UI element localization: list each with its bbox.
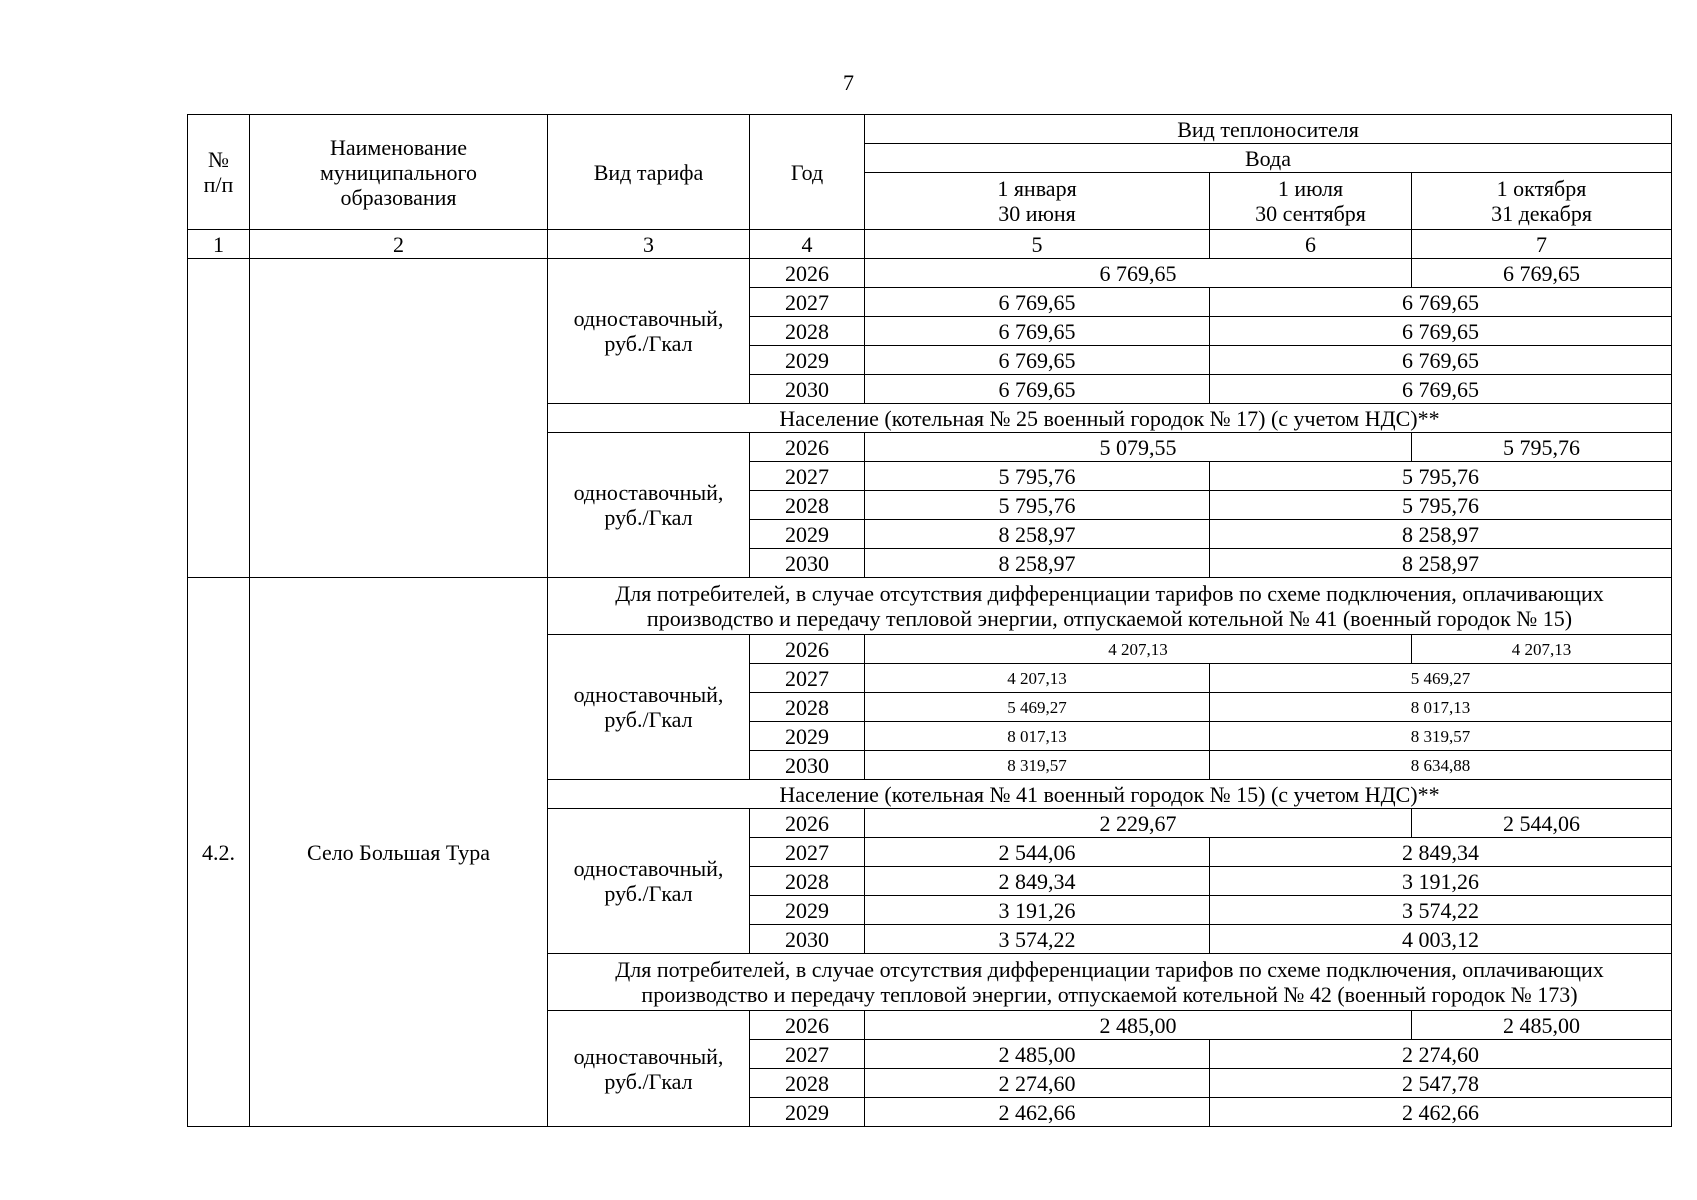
year-cell: 2026 [750, 1011, 865, 1040]
value-cell: 2 849,34 [865, 867, 1210, 896]
value-cell: 2 229,67 [865, 809, 1412, 838]
year-cell: 2028 [750, 491, 865, 520]
municipality-name: Село Большая Тура [250, 578, 548, 1127]
year-cell: 2027 [750, 838, 865, 867]
value-cell: 2 485,00 [1412, 1011, 1672, 1040]
year-cell: 2028 [750, 867, 865, 896]
tariff-type-cell: одноставочный, руб./Гкал [548, 433, 750, 578]
year-cell: 2029 [750, 346, 865, 375]
value-cell: 5 795,76 [1210, 491, 1672, 520]
year-cell: 2026 [750, 433, 865, 462]
header-period-3: 1 октября 31 декабря [1412, 173, 1672, 230]
year-cell: 2026 [750, 259, 865, 288]
year-cell: 2030 [750, 549, 865, 578]
value-cell: 8 319,57 [865, 751, 1210, 780]
value-cell: 5 795,76 [1412, 433, 1672, 462]
value-cell: 2 274,60 [865, 1069, 1210, 1098]
municipality-cell-empty [250, 259, 548, 578]
value-cell: 4 003,12 [1210, 925, 1672, 954]
value-cell: 6 769,65 [865, 317, 1210, 346]
year-cell: 2026 [750, 809, 865, 838]
value-cell: 2 544,06 [1412, 809, 1672, 838]
year-cell: 2027 [750, 1040, 865, 1069]
year-cell: 2029 [750, 1098, 865, 1127]
section-title: Население (котельная № 25 военный городок № 17) (с учетом НДС)** [548, 404, 1672, 433]
value-cell: 2 485,00 [865, 1040, 1210, 1069]
value-cell: 6 769,65 [865, 375, 1210, 404]
value-cell: 3 574,22 [1210, 896, 1672, 925]
value-cell: 4 207,13 [865, 635, 1412, 664]
table-header [188, 115, 1672, 259]
year-cell: 2030 [750, 925, 865, 954]
header-period-2: 1 июля 30 сентября [1210, 173, 1412, 230]
column-number: 3 [548, 230, 750, 259]
column-number: 1 [188, 230, 250, 259]
tariff-type-cell: одноставочный, руб./Гкал [548, 1011, 750, 1127]
header-tariff-type: Вид тарифа [548, 115, 750, 230]
header-carrier-type: Вид теплоносителя [865, 115, 1672, 144]
tariff-type-cell: одноставочный, руб./Гкал [548, 635, 750, 780]
value-cell: 5 469,27 [1210, 664, 1672, 693]
section-title: Население (котельная № 41 военный городок № 15) (с учетом НДС)** [548, 780, 1672, 809]
value-cell: 4 207,13 [1412, 635, 1672, 664]
value-cell: 8 017,13 [1210, 693, 1672, 722]
value-cell: 5 469,27 [865, 693, 1210, 722]
year-cell: 2027 [750, 462, 865, 491]
section-title: Для потребителей, в случае отсутствия дифференциации тарифов по схеме подключения, оплачивающих производство и передачу тепловой энергии, отпускаемой котельной № 42 (военный городок № 173) [548, 954, 1672, 1011]
value-cell: 4 207,13 [865, 664, 1210, 693]
header-num: № п/п [188, 115, 250, 230]
value-cell: 2 544,06 [865, 838, 1210, 867]
year-cell: 2028 [750, 317, 865, 346]
value-cell: 8 319,57 [1210, 722, 1672, 751]
header-municipality: Наименование муниципального образования [250, 115, 548, 230]
year-cell: 2030 [750, 375, 865, 404]
row-number-cell-empty [188, 259, 250, 578]
header-year: Год [750, 115, 865, 230]
value-cell: 6 769,65 [865, 288, 1210, 317]
column-number: 6 [1210, 230, 1412, 259]
row-number-cell: 4.2. [188, 578, 250, 1127]
value-cell: 6 769,65 [1210, 375, 1672, 404]
value-cell: 8 634,88 [1210, 751, 1672, 780]
value-cell: 5 795,76 [865, 462, 1210, 491]
value-cell: 6 769,65 [865, 346, 1210, 375]
section-title: Для потребителей, в случае отсутствия дифференциации тарифов по схеме подключения, оплачивающих производство и передачу тепловой энергии, отпускаемой котельной № 41 (военный городок № 15) [548, 578, 1672, 635]
page-number: 7 [843, 70, 854, 95]
value-cell: 6 769,65 [1210, 346, 1672, 375]
value-cell: 5 079,55 [865, 433, 1412, 462]
tariff-table [187, 114, 1672, 1127]
value-cell: 6 769,65 [1210, 317, 1672, 346]
value-cell: 5 795,76 [865, 491, 1210, 520]
value-cell: 8 258,97 [1210, 520, 1672, 549]
year-cell: 2028 [750, 1069, 865, 1098]
value-cell: 2 849,34 [1210, 838, 1672, 867]
header-period-1: 1 января 30 июня [865, 173, 1210, 230]
year-cell: 2027 [750, 288, 865, 317]
value-cell: 3 191,26 [1210, 867, 1672, 896]
value-cell: 6 769,65 [1210, 288, 1672, 317]
year-cell: 2029 [750, 520, 865, 549]
year-cell: 2026 [750, 635, 865, 664]
tariff-type-cell: одноставочный, руб./Гкал [548, 259, 750, 404]
year-cell: 2027 [750, 664, 865, 693]
value-cell: 8 258,97 [1210, 549, 1672, 578]
value-cell: 6 769,65 [1412, 259, 1672, 288]
value-cell: 3 191,26 [865, 896, 1210, 925]
value-cell: 8 258,97 [865, 520, 1210, 549]
year-cell: 2029 [750, 722, 865, 751]
column-number: 5 [865, 230, 1210, 259]
tariff-type-cell: одноставочный, руб./Гкал [548, 809, 750, 954]
value-cell: 2 485,00 [865, 1011, 1412, 1040]
year-cell: 2029 [750, 896, 865, 925]
column-number: 2 [250, 230, 548, 259]
value-cell: 5 795,76 [1210, 462, 1672, 491]
value-cell: 8 258,97 [865, 549, 1210, 578]
value-cell: 6 769,65 [865, 259, 1412, 288]
table-body [188, 259, 1672, 1127]
value-cell: 3 574,22 [865, 925, 1210, 954]
year-cell: 2028 [750, 693, 865, 722]
value-cell: 2 547,78 [1210, 1069, 1672, 1098]
value-cell: 2 462,66 [865, 1098, 1210, 1127]
column-number: 7 [1412, 230, 1672, 259]
value-cell: 2 274,60 [1210, 1040, 1672, 1069]
year-cell: 2030 [750, 751, 865, 780]
header-water: Вода [865, 144, 1672, 173]
column-number: 4 [750, 230, 865, 259]
value-cell: 8 017,13 [865, 722, 1210, 751]
value-cell: 2 462,66 [1210, 1098, 1672, 1127]
